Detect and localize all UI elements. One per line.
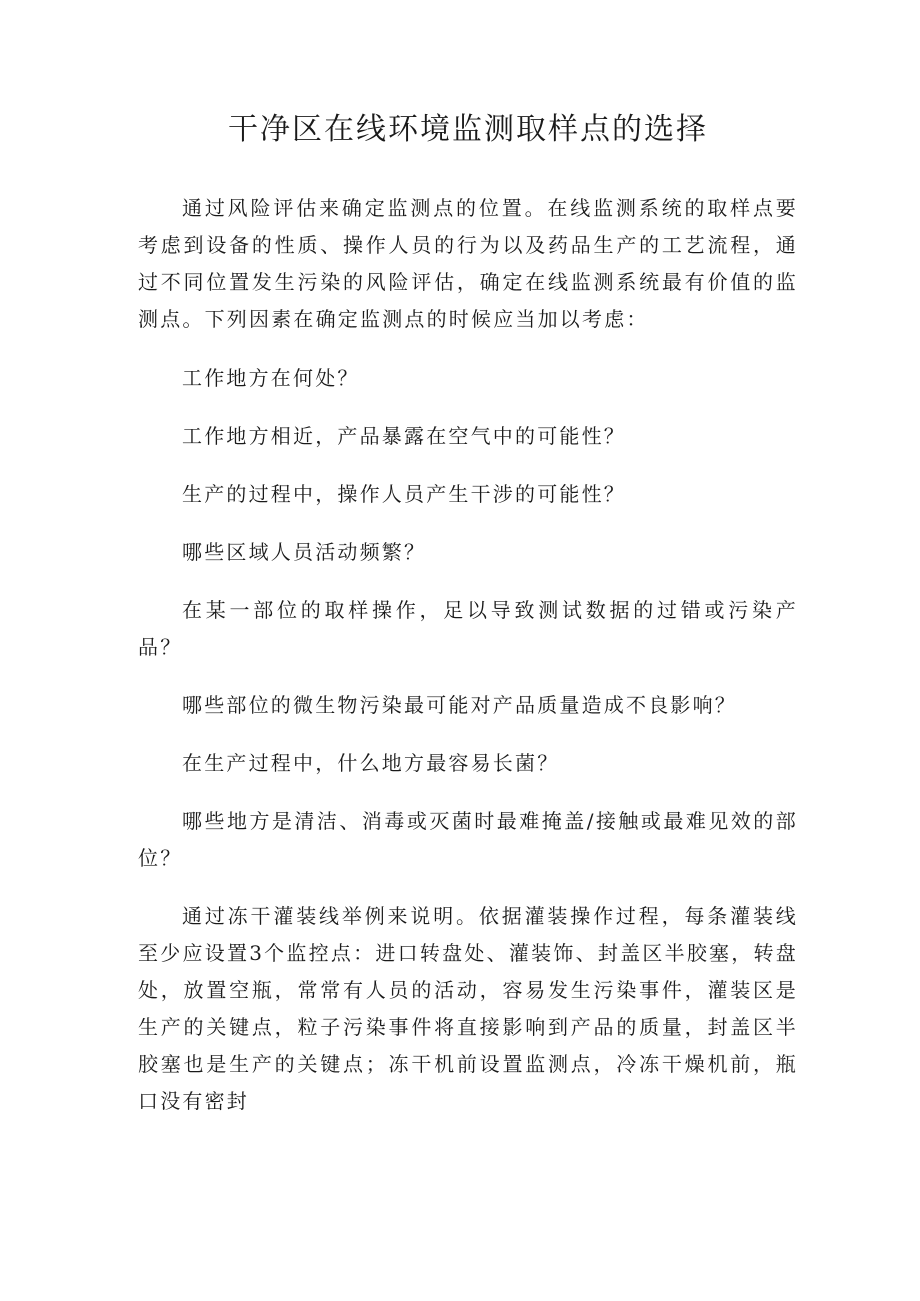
- paragraph-question-6: 哪些部位的微生物污染最可能对产品质量造成不良影响？: [182, 693, 737, 717]
- paragraph-question-7: 在生产过程中，什么地方最容易长菌？: [182, 751, 560, 775]
- paragraph-question-8: 哪些地方是清洁、消毒或灭菌时最难掩盖/接触或最难见效的部位？: [138, 809, 798, 870]
- paragraph-question-1: 工作地方在何处？: [182, 366, 360, 390]
- paragraph-intro: 通过风险评估来确定监测点的位置。在线监测系统的取样点要考虑到设备的性质、操作人员的行为以及药品生产的工艺流程，通过不同位置发生污染的风险评估，确定在线监测系统最有价值的监测点。下列因素在确定监测点的时候应当加以考虑：: [138, 196, 798, 331]
- paragraph-question-3: 生产的过程中，操作人员产生干涉的可能性？: [182, 482, 626, 506]
- document-title: 干净区在线环境监测取样点的选择: [228, 112, 708, 147]
- paragraph-question-4: 哪些区域人员活动频繁？: [182, 540, 427, 564]
- paragraph-example: 通过冻干灌装线举例来说明。依据灌装操作过程，每条灌装线至少应设置3个监控点：进口转盘处、灌装饰、封盖区半胶塞，转盘处，放置空瓶，常常有人员的活动，容易发生污染事件，灌装区是生产的关键点，粒子污染事件将直接影响到产品的质量，封盖区半胶塞也是生产的关键点；冻干机前设置监测点，冷冻干燥机前，瓶口没有密封: [138, 904, 798, 1113]
- paragraph-question-2: 工作地方相近，产品暴露在空气中的可能性？: [182, 424, 626, 448]
- paragraph-question-5: 在某一部位的取样操作，足以导致测试数据的过错或污染产品？: [138, 598, 798, 659]
